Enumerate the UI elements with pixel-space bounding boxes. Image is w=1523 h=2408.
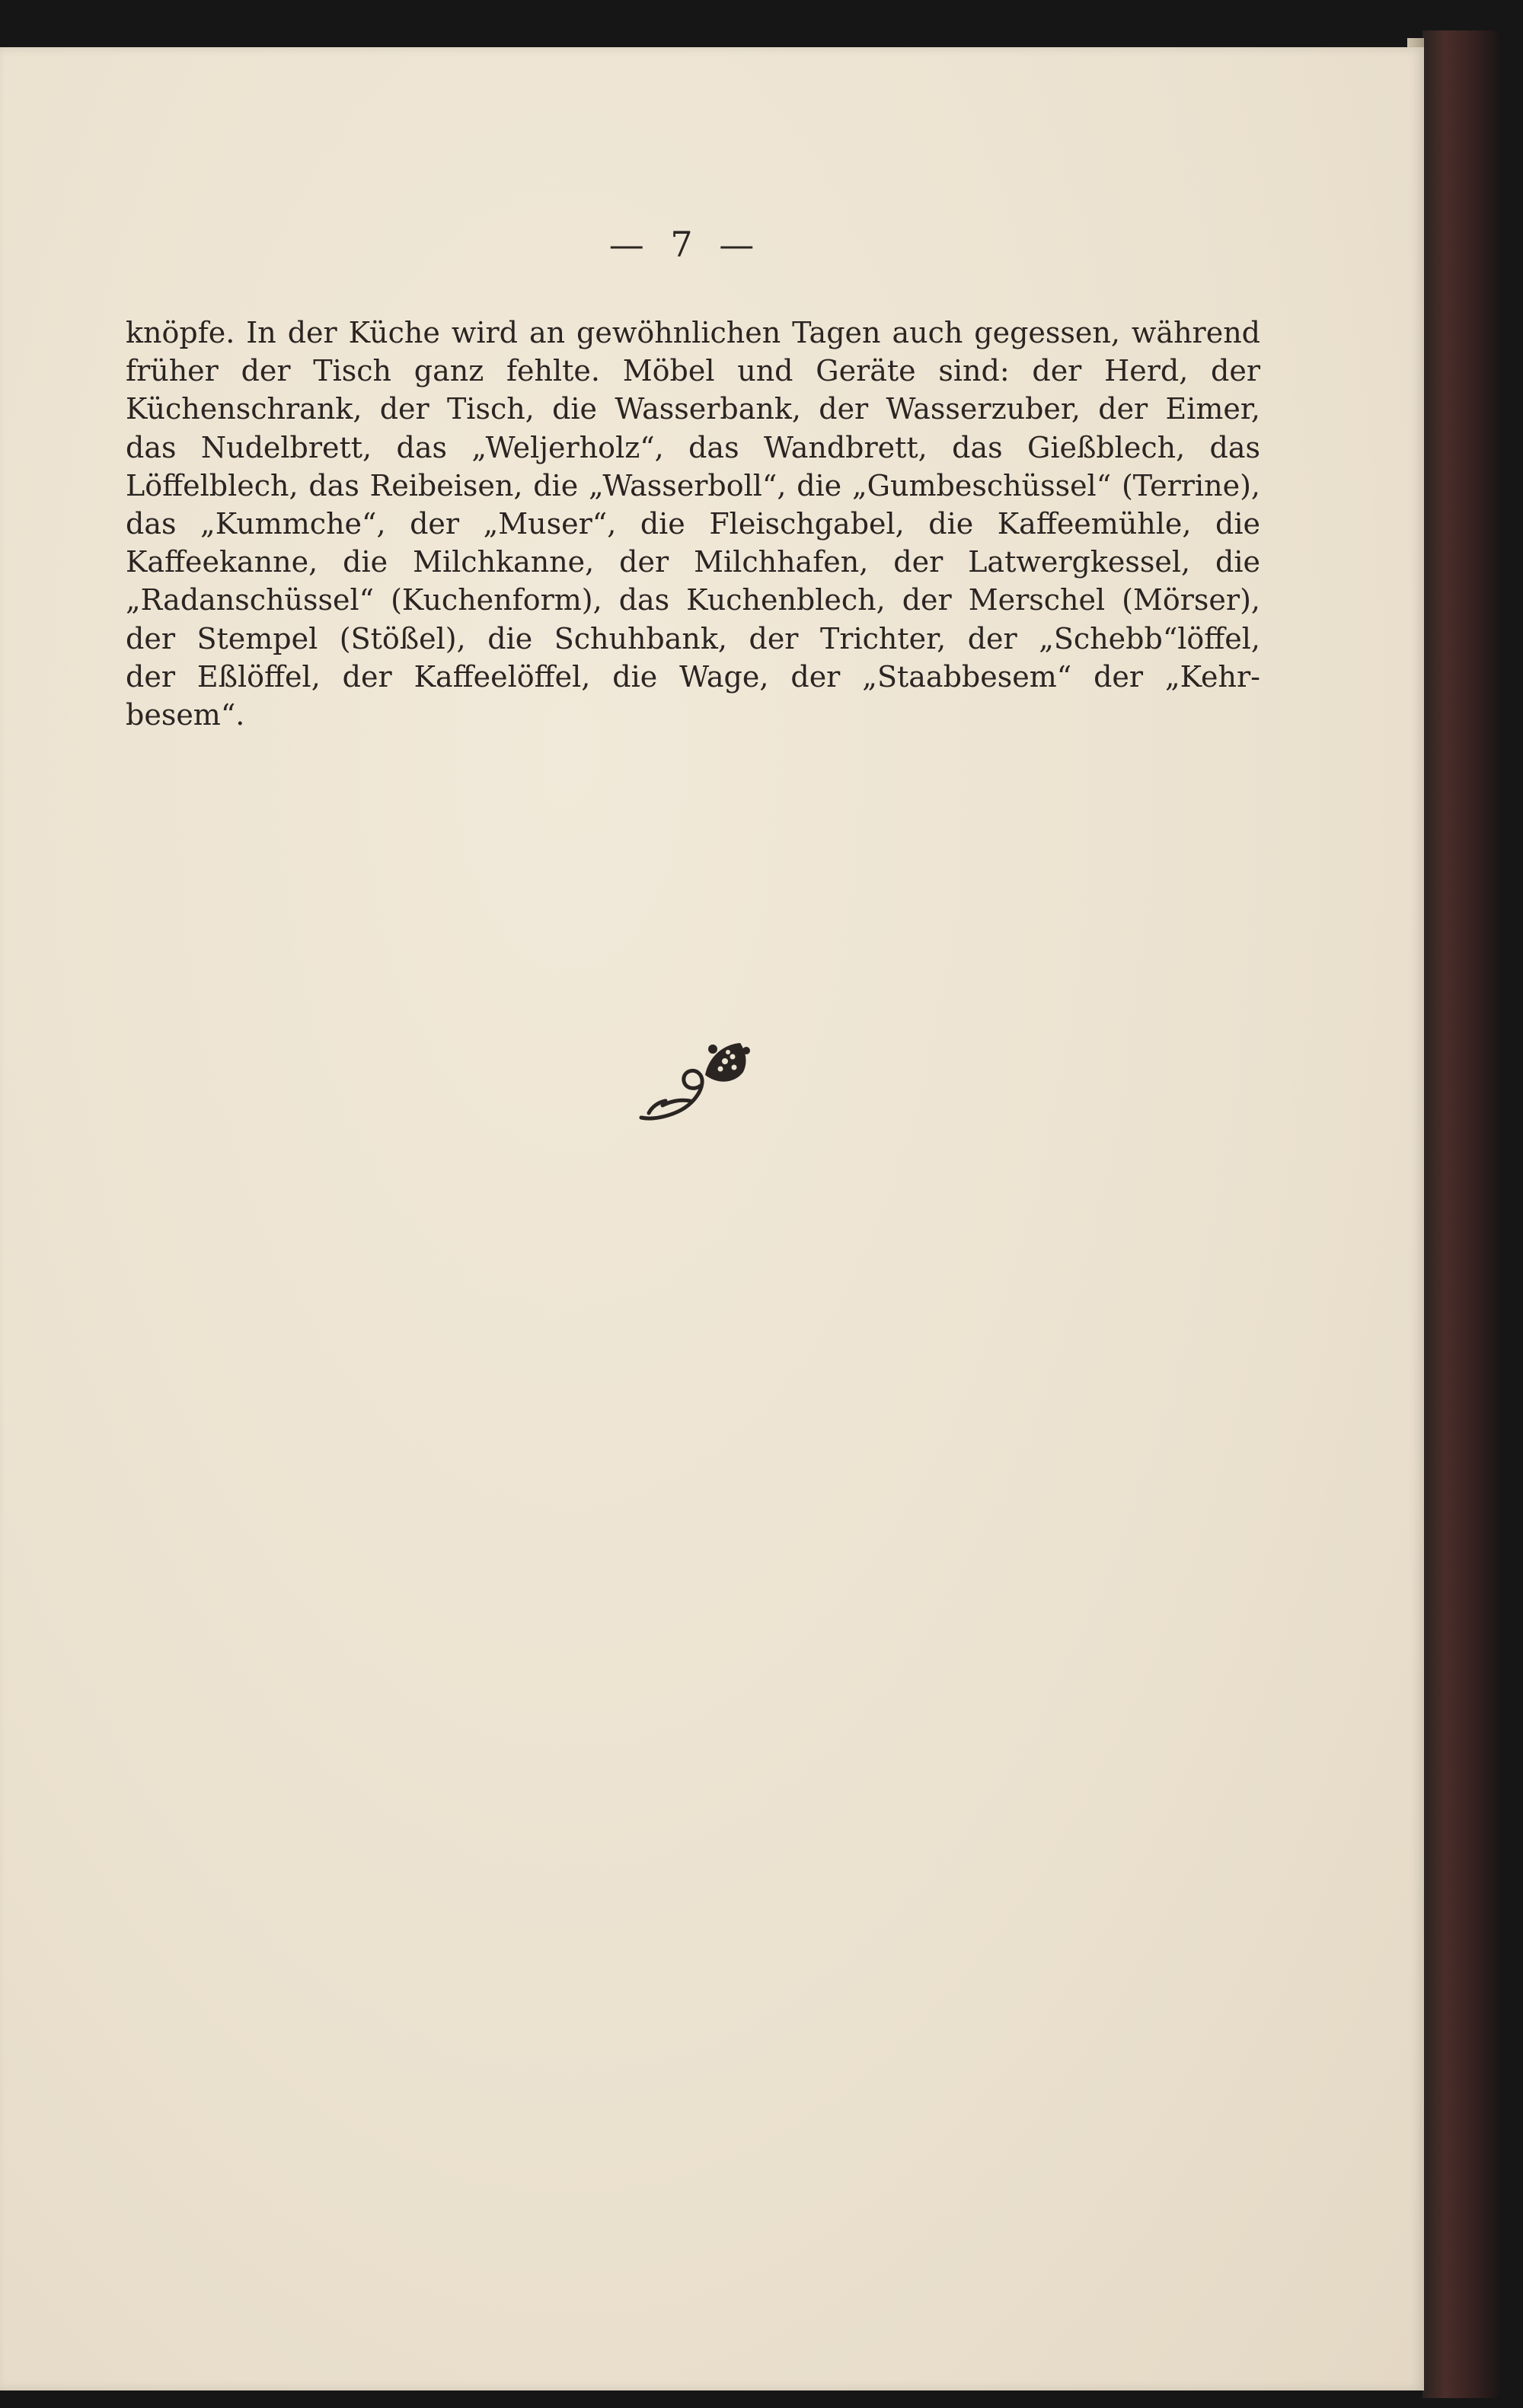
text-line: früher der Tisch ganz fehlte. Möbel und Geräte sind: der Herd, der <box>126 354 1260 388</box>
floral-vignette-icon <box>632 1035 762 1127</box>
page-number: — 7 — <box>608 224 762 265</box>
text-line: Löffelblech, das Reibeisen, die „Wasserboll“, die „Gumbeschüssel“ (Terrine), <box>126 468 1260 502</box>
text-line: das „Kummche“, der „Muser“, die Fleischgabel, die Kaffeemühle, die <box>126 507 1260 541</box>
text-line: „Radanschüssel“ (Kuchenform), das Kuchenblech, der Merschel (Mörser), <box>126 583 1260 617</box>
text-line: das Nudelbrett, das „Weljerholz“, das Wandbrett, das Gießblech, das <box>126 430 1260 464</box>
body-text <box>126 314 1260 734</box>
text-line: Kaffeekanne, die Milchkanne, der Milchhafen, der Latwergkessel, die <box>126 545 1260 579</box>
page-sheet <box>0 47 1424 2390</box>
text-line: knöpfe. In der Küche wird an gewöhnlichen Tagen auch gegessen, während <box>126 316 1260 349</box>
text-line: der Eßlöffel, der Kaffeelöffel, die Wage, der „Staabbesem“ der „Kehr- <box>126 659 1260 694</box>
text-line: Küchenschrank, der Tisch, die Wasserbank, der Wasserzuber, der Eimer, <box>126 392 1260 426</box>
text-line: der Stempel (Stößel), die Schuhbank, der Trichter, der „Schebb“löffel, <box>126 621 1260 655</box>
book-cover-edge <box>1422 30 1499 2398</box>
text-line: besem“. <box>126 698 245 732</box>
